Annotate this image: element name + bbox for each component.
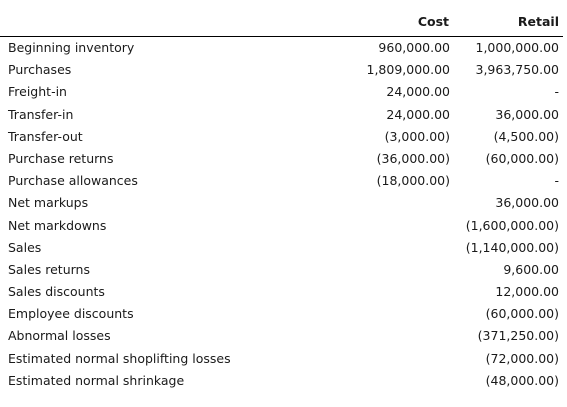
- row-label: Abnormal losses: [8, 328, 111, 344]
- table-row: [0, 37, 567, 59]
- retail-value: (1,600,000.00): [465, 217, 559, 233]
- table-row: [0, 192, 567, 214]
- cost-value: 960,000.00: [378, 40, 450, 55]
- retail-value: (72,000.00): [485, 350, 559, 366]
- cost-value: (3,000.00): [384, 128, 450, 144]
- row-label: Net markdowns: [8, 217, 107, 233]
- table-row: [0, 81, 567, 103]
- cost-value: 1,809,000.00: [366, 62, 450, 78]
- retail-value: 3,963,750.00: [475, 62, 559, 78]
- retail-value: (371,250.00): [477, 328, 559, 344]
- retail-value: 9,600.00: [503, 261, 559, 277]
- row-label: Beginning inventory: [8, 40, 135, 55]
- cost-value: (36,000.00): [376, 150, 450, 166]
- retail-value: (60,000.00): [485, 306, 559, 322]
- table-row: [0, 370, 567, 392]
- row-label: Sales returns: [8, 261, 90, 277]
- cost-value: 24,000.00: [386, 84, 450, 100]
- row-label: Employee discounts: [8, 306, 134, 322]
- table-row: [0, 170, 567, 192]
- retail-value: 36,000.00: [495, 195, 559, 211]
- row-label: Purchases: [8, 62, 72, 78]
- row-label: Estimated normal shoplifting losses: [8, 350, 231, 366]
- retail-value: (1,140,000.00): [465, 239, 559, 255]
- row-label: Transfer-out: [8, 128, 83, 144]
- table-row: [0, 325, 567, 347]
- retail-value: 36,000.00: [495, 106, 559, 122]
- column-header-cost: Cost: [417, 14, 449, 29]
- retail-value: (60,000.00): [485, 150, 559, 166]
- table-header: [0, 14, 567, 34]
- retail-value: (4,500.00): [493, 128, 559, 144]
- row-label: Transfer-in: [8, 106, 74, 122]
- table-row: [0, 215, 567, 237]
- table-body: [0, 37, 567, 392]
- table-row: [0, 59, 567, 81]
- cost-value: 24,000.00: [386, 106, 450, 122]
- row-label: Freight-in: [8, 84, 67, 100]
- retail-value: -: [554, 173, 559, 189]
- table-row: [0, 281, 567, 303]
- row-label: Estimated normal shrinkage: [8, 372, 185, 388]
- cost-value: (18,000.00): [376, 173, 450, 189]
- row-label: Sales: [8, 239, 42, 255]
- table-row: [0, 348, 567, 370]
- table-row: [0, 303, 567, 325]
- retail-value: -: [554, 84, 559, 100]
- column-header-retail: Retail: [517, 14, 559, 29]
- table-row: [0, 259, 567, 281]
- table-row: [0, 104, 567, 126]
- retail-value: (48,000.00): [485, 372, 559, 388]
- table-row: [0, 126, 567, 148]
- retail-value: 1,000,000.00: [475, 40, 559, 55]
- table-row: [0, 237, 567, 259]
- row-label: Net markups: [8, 195, 89, 211]
- row-label: Purchase returns: [8, 150, 114, 166]
- retail-value: 12,000.00: [495, 284, 559, 300]
- table-row: [0, 148, 567, 170]
- row-label: Purchase allowances: [8, 173, 138, 189]
- row-label: Sales discounts: [8, 284, 105, 300]
